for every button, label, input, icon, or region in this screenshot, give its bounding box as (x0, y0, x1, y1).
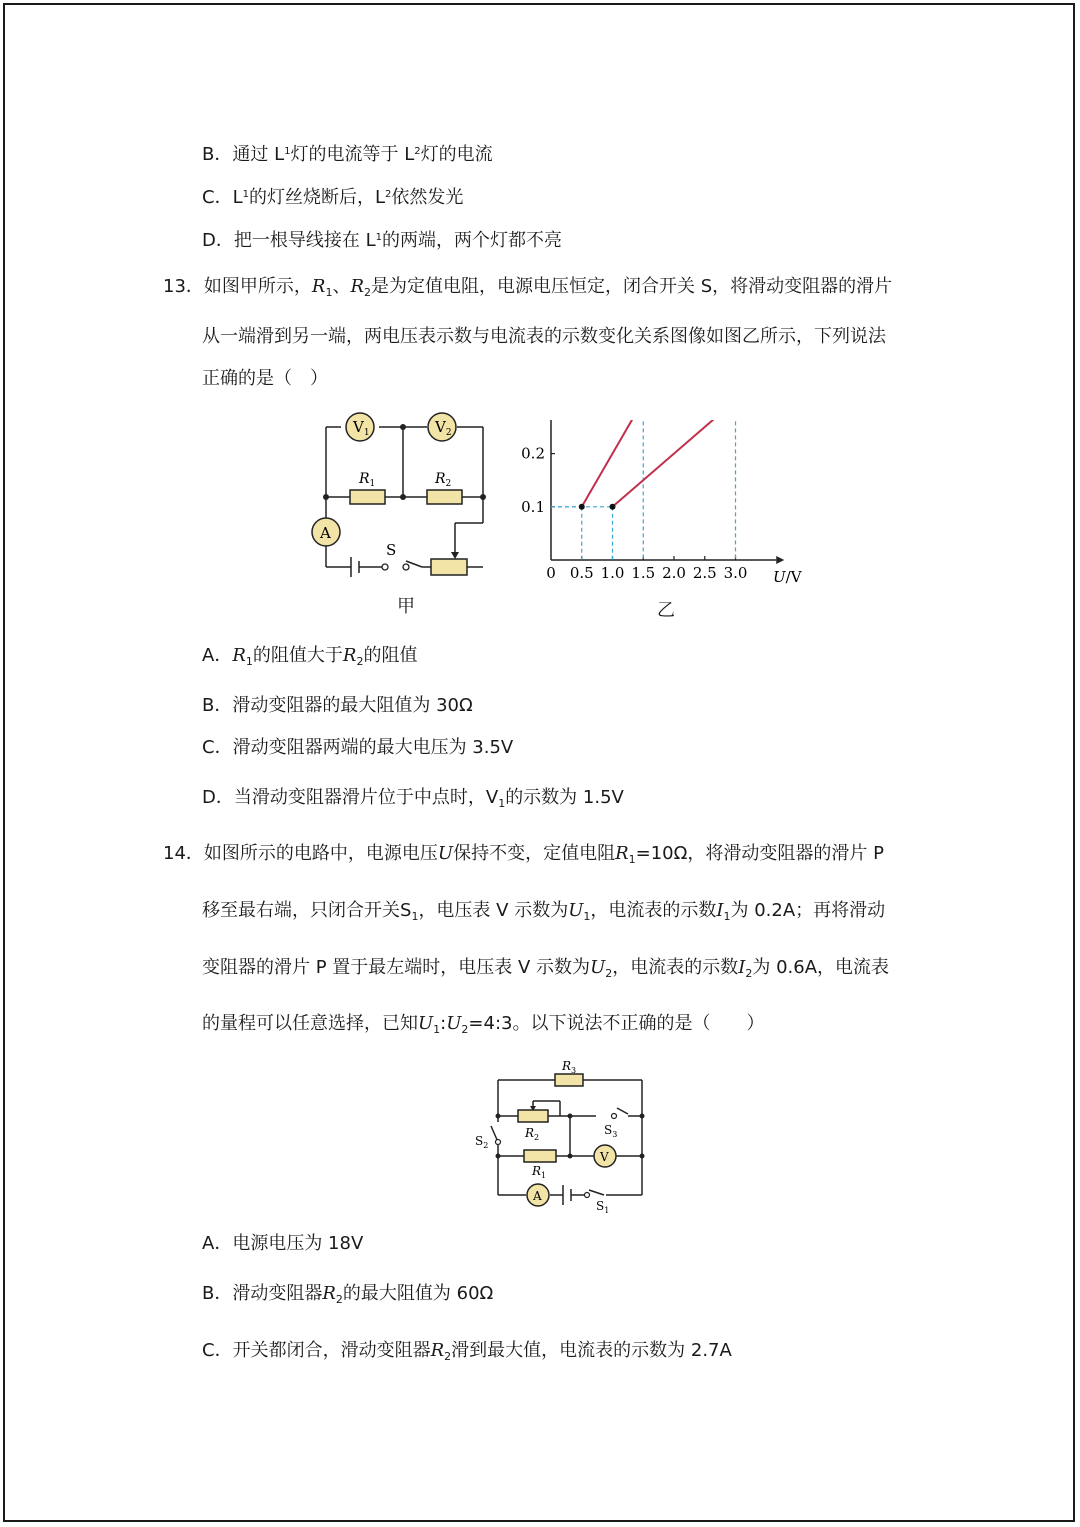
s2-label: $S_2$ (475, 1134, 489, 1150)
q14-stem-line3: 变阻器的滑片 P 置于最左端时，电压表 V 示数为$U_2$，电流表的示数$I_2$为 0.6A，电流表 (202, 957, 890, 980)
q14-stem-line4: 的量程可以任意选择，已知$U_1:U_2=4:3$。以下说法不正确的是（ ） (202, 1013, 765, 1036)
q14-option-c: C．开关都闭合，滑动变阻器$R_2$滑到最大值，电流表的示数为 2.7A (202, 1340, 732, 1363)
x-tick-label: 3.0 (723, 564, 748, 582)
ammeter-label: A (320, 524, 331, 542)
v2-label: $V_2$ (435, 418, 452, 438)
x-tick-label: 0 (546, 564, 556, 582)
x-tick-label: 2.0 (662, 564, 686, 582)
fig-jia-caption: 甲 (397, 596, 415, 617)
x-axis-arrow (776, 556, 784, 564)
q12-option-d: D．把一根导线接在 $L^1$的两端，两个灯都不亮 (202, 230, 562, 251)
y-tick-label: 0.2 (521, 444, 545, 463)
x-axis-label: U/V (773, 568, 802, 586)
q14-option-a: A．电源电压为 18V (202, 1233, 364, 1254)
q13-circuit-diagram (305, 405, 505, 620)
q13-stem-line1: 13．如图甲所示，$R_1$、$R_2$是为定值电阻，电源电压恒定，闭合开关 S，将滑动变阻器的滑片 (163, 276, 893, 299)
q13-stem-line3: 正确的是（ ） (202, 368, 328, 389)
series-line-r2 (613, 420, 736, 507)
q13-option-c: C．滑动变阻器两端的最大电压为 3.5V (202, 737, 514, 758)
x-tick-label: 0.5 (569, 564, 594, 582)
switch-label: S (386, 541, 397, 559)
q13-iu-chart (515, 420, 815, 595)
s3-label: $S_3$ (604, 1123, 618, 1139)
q13-option-b: B．滑动变阻器的最大阻值为 30Ω (202, 695, 473, 716)
r1-label: $R_1$ (359, 471, 376, 489)
q14-option-b: B．滑动变阻器$R_2$的最大阻值为 60Ω (202, 1283, 494, 1306)
q12-option-c: C．$L^1$的灯丝烧断后，$L^2$依然发光 (202, 187, 464, 208)
q14-stem-line1: 14．如图所示的电路中，电源电压U保持不变，定值电阻$R_1=10\Omega$，将滑动变阻器的滑片 P (163, 843, 884, 866)
q13-option-d: D．当滑动变阻器滑片位于中点时，$V_1$的示数为 1.5V (202, 787, 624, 810)
x-tick-label: 1.5 (631, 564, 656, 582)
series-line-r1 (582, 420, 644, 507)
q12-option-b: B．通过 $L^1$灯的电流等于 $L^2$灯的电流 (202, 144, 493, 165)
r2-label: $R_2$ (435, 471, 452, 489)
r2-label: $R_2$ (525, 1126, 540, 1142)
q13-stem-line2: 从一端滑到另一端，两电压表示数与电流表的示数变化关系图像如图乙所示，下列说法 (202, 326, 886, 347)
x-tick-label: 2.5 (692, 564, 717, 582)
s1-label: $S_1$ (596, 1199, 610, 1215)
q14-stem-line2: 移至最右端，只闭合开关$S_1$，电压表 V 示数为$U_1$，电流表的示数$I_1$为 0.2A；再将滑动 (202, 900, 886, 923)
ammeter-label: A (533, 1189, 542, 1203)
data-point-r1 (579, 504, 585, 510)
fig-yi-caption: 乙 (657, 600, 675, 621)
x-tick-label: 1.0 (600, 564, 625, 582)
voltmeter-label: V (600, 1150, 609, 1164)
v1-label: $V_1$ (353, 418, 370, 438)
q14-circuit-diagram (470, 1050, 660, 1220)
y-tick-label: 0.1 (521, 497, 545, 516)
q13-option-a: A．$R_1$的阻值大于$R_2$的阻值 (202, 645, 418, 668)
r1-label: $R_1$ (532, 1164, 547, 1180)
r3-label: $R_3$ (562, 1059, 577, 1075)
data-point-r2 (610, 504, 616, 510)
